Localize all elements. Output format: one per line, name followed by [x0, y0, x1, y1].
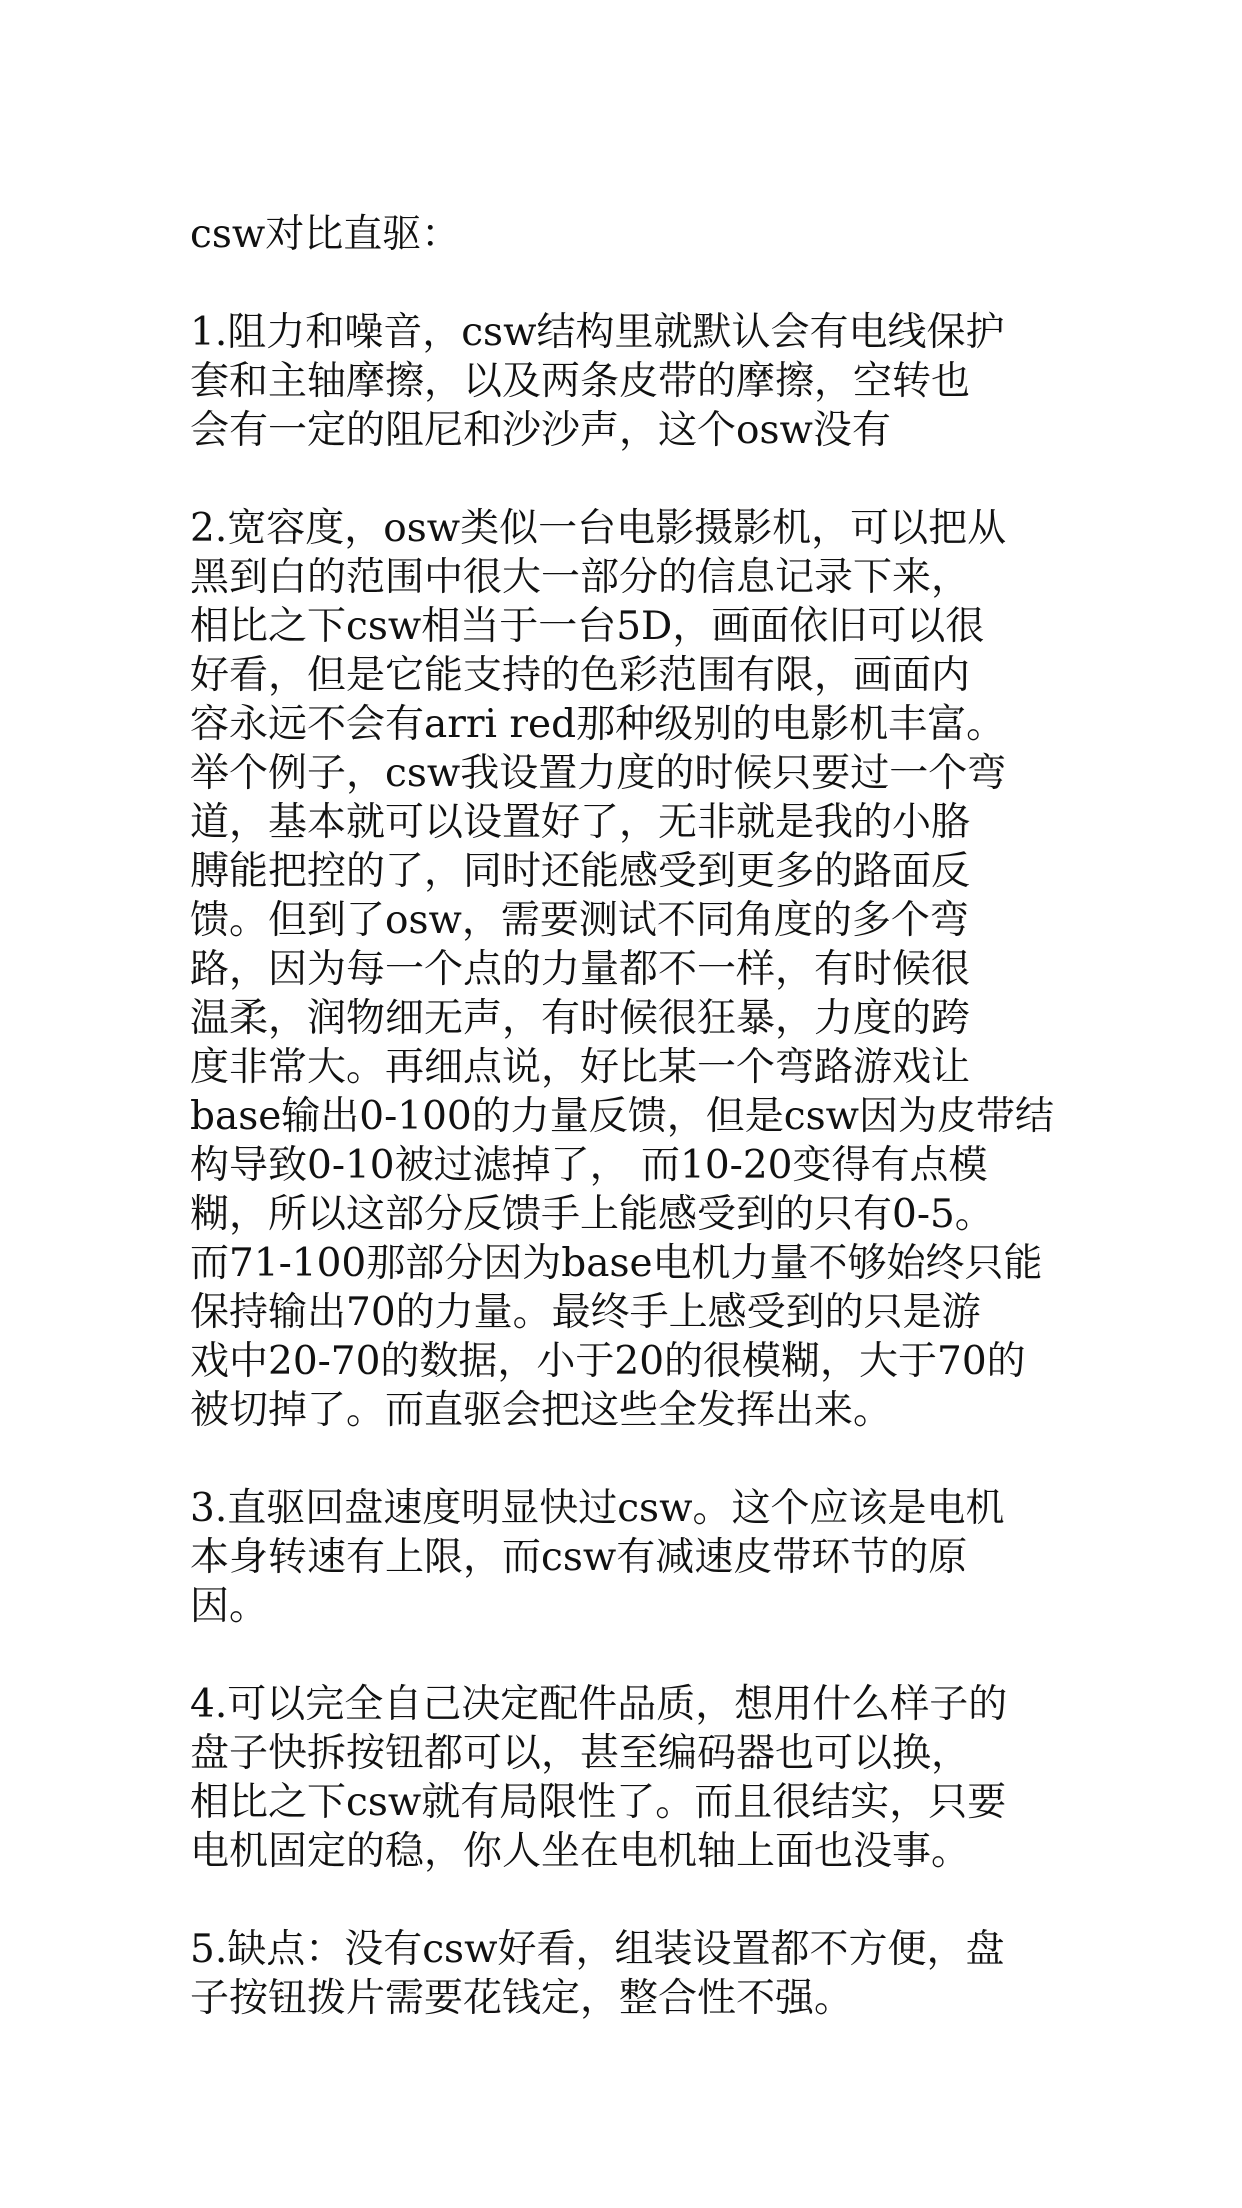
text-line: 被切掉了。而直驱会把这些全发挥出来。	[190, 1388, 893, 1433]
text-line: 保持输出70的力量。最终手上感受到的只是游	[190, 1290, 981, 1335]
text-line: 盘子快拆按钮都可以，甚至编码器也可以换，	[190, 1731, 971, 1776]
text-line: 3.直驱回盘速度明显快过csw。这个应该是电机	[190, 1486, 1005, 1531]
text-line: 糊，所以这部分反馈手上能感受到的只有0-5。	[190, 1192, 994, 1237]
text-line: 相比之下csw就有局限性了。而且很结实，只要	[190, 1780, 1007, 1825]
document-body	[190, 210, 1070, 2023]
text-line: 相比之下csw相当于一台5D，画面依旧可以很	[190, 604, 985, 649]
paragraph-5	[190, 1925, 1070, 2023]
text-line: 举个例子，csw我设置力度的时候只要过一个弯	[190, 751, 1007, 796]
text-line: 会有一定的阻尼和沙沙声，这个osw没有	[190, 408, 891, 453]
text-line: 而71-100那部分因为base电机力量不够始终只能	[190, 1241, 1043, 1286]
text-line: 道，基本就可以设置好了，无非就是我的小胳	[190, 800, 971, 845]
paragraph-4	[190, 1680, 1070, 1876]
text-line: 戏中20-70的数据，小于20的很模糊，大于70的	[190, 1339, 1026, 1384]
text-line: 1.阻力和噪音，csw结构里就默认会有电线保护	[190, 310, 1005, 355]
text-line: 黑到白的范围中很大一部分的信息记录下来，	[190, 555, 971, 600]
text-line: 膊能把控的了，同时还能感受到更多的路面反	[190, 849, 971, 894]
text-line: 电机固定的稳，你人坐在电机轴上面也没事。	[190, 1829, 971, 1874]
document-title: csw对比直驱：	[190, 212, 461, 257]
text-line: 度非常大。再细点说，好比某一个弯路游戏让	[190, 1045, 971, 1090]
paragraph-list	[190, 308, 1070, 2023]
text-line: 馈。但到了osw，需要测试不同角度的多个弯	[190, 898, 969, 943]
text-line: 温柔，润物细无声，有时候很狂暴，力度的跨	[190, 996, 971, 1041]
text-line: 4.可以完全自己决定配件品质，想用什么样子的	[190, 1682, 1008, 1727]
text-line: 构导致0-10被过滤掉了， 而10-20变得有点模	[190, 1143, 988, 1188]
text-line: 本身转速有上限，而csw有减速皮带环节的原	[190, 1535, 968, 1580]
paragraph-3	[190, 1484, 1070, 1631]
text-line: 容永远不会有arri red那种级别的电影机丰富。	[190, 702, 1006, 747]
text-line: 2.宽容度，osw类似一台电影摄影机，可以把从	[190, 506, 1007, 551]
paragraph-1	[190, 308, 1070, 455]
text-line: 5.缺点：没有csw好看，组装设置都不方便，盘	[190, 1927, 1005, 1972]
text-line: 因。	[190, 1584, 269, 1629]
text-line: 好看，但是它能支持的色彩范围有限，画面内	[190, 653, 971, 698]
text-line: 套和主轴摩擦，以及两条皮带的摩擦，空转也	[190, 359, 971, 404]
text-line: 路，因为每一个点的力量都不一样，有时候很	[190, 947, 971, 992]
paragraph-2	[190, 504, 1070, 1435]
text-line: 子按钮拨片需要花钱定，整合性不强。	[190, 1976, 854, 2021]
text-line: base输出0-100的力量反馈，但是csw因为皮带结	[190, 1094, 1054, 1139]
